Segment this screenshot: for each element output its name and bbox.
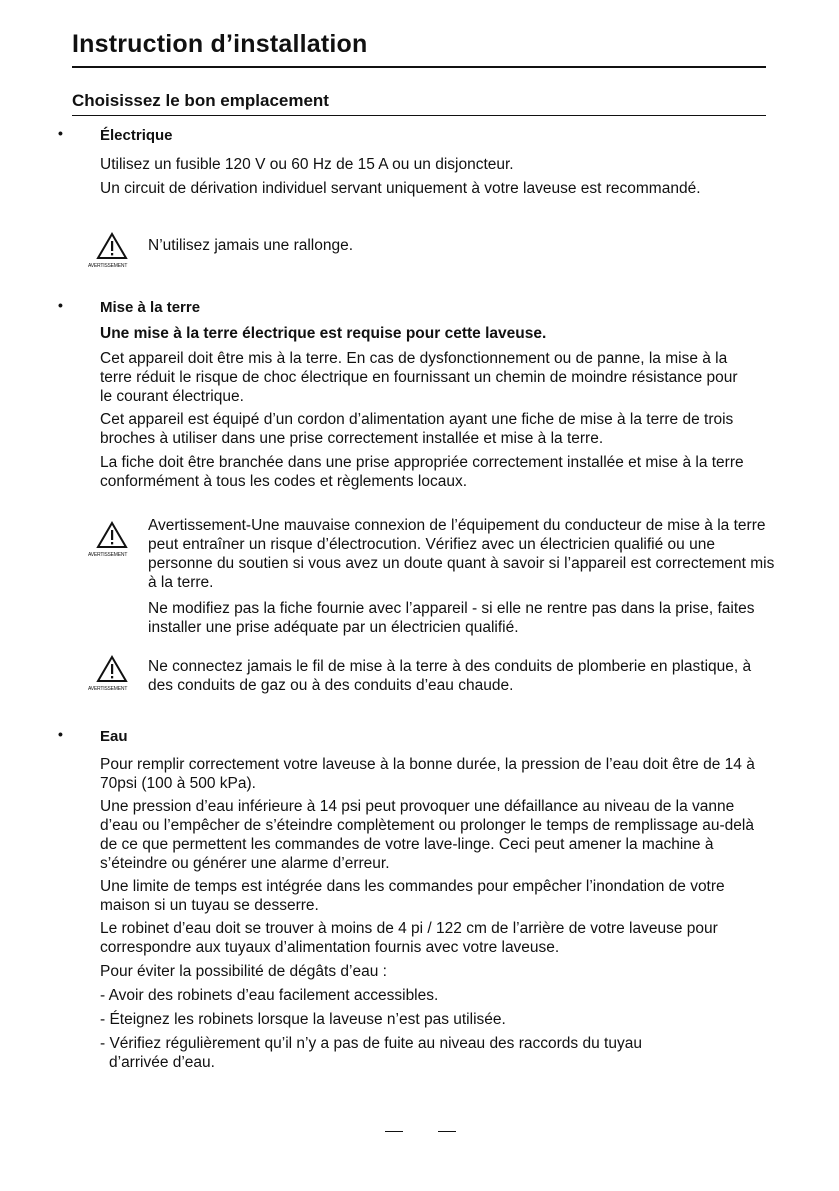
eau-list-item-2: - Éteignez les robinets lorsque la laveuse n’est pas utilisée. bbox=[100, 1011, 506, 1028]
eau-list-item-3: - Vérifiez régulièrement qu’il n’y a pas de fuite au niveau des raccords du tuyau bbox=[100, 1035, 642, 1052]
terre-p1: Cet appareil doit être mis à la terre. En cas de dysfonctionnement ou de panne, la mise à la terre réduit le risque de choc électrique en fournissant un chemin de moindre résistance pour le courant électrique. bbox=[100, 350, 738, 405]
eau-list-item-1: - Avoir des robinets d’eau facilement accessibles. bbox=[100, 987, 439, 1004]
bullet-eau: • bbox=[58, 726, 63, 742]
page-number-mark-left bbox=[385, 1131, 403, 1132]
warning-label: AVERTISSEMENT bbox=[88, 263, 128, 269]
eau-list-item-3-cont: d’arrivée d’eau. bbox=[109, 1054, 215, 1071]
eau-p2: Une pression d’eau inférieure à 14 psi peut provoquer une défaillance au niveau de la vanne d’eau ou l’empêcher de s’éteindre complètement ou prolonger le temps de remplissage au-delà de ce que permettent les commandes de votre lave-linge. Ceci peut amener la machine à s’éteindre ou générer une alarme d’erreur. bbox=[100, 798, 754, 872]
page-title: Instruction d’installation bbox=[72, 30, 368, 58]
warning-triangle-icon bbox=[96, 232, 128, 260]
warning-electrique bbox=[88, 232, 136, 276]
heading-terre: Mise à la terre bbox=[100, 299, 201, 316]
terre-p2: Cet appareil est équipé d’un cordon d’alimentation ayant une fiche de mise à la terre de trois broches à utiliser dans une prise correctement installée et mise à la terre. bbox=[100, 411, 734, 447]
warning-label: AVERTISSEMENT bbox=[88, 686, 128, 692]
warning-terre-2 bbox=[88, 655, 136, 699]
section-title: Choisissez le bon emplacement bbox=[72, 91, 329, 110]
heading-electrique: Électrique bbox=[100, 127, 173, 144]
warning-triangle-icon bbox=[96, 655, 128, 683]
warning-terre-text: Avertissement-Une mauvaise connexion de l’équipement du conducteur de mise à la terre peut entraîner un risque d’électrocution. Vérifiez avec un électricien qualifié ou une personne du soutien si vous avez un doute quant à savoir si l’appareil est correctement mis à la terre. bbox=[148, 517, 775, 591]
electrique-circuit-text: Un circuit de dérivation individuel servant uniquement à votre laveuse est recommandé. bbox=[100, 180, 701, 197]
warning-label: AVERTISSEMENT bbox=[88, 552, 128, 558]
eau-p4: Le robinet d’eau doit se trouver à moins de 4 pi / 122 cm de l’arrière de votre laveuse pour correspondre aux tuyaux d’alimentation fournis avec votre laveuse. bbox=[100, 920, 718, 956]
heading-eau: Eau bbox=[100, 728, 128, 745]
warning-text: N’utilisez jamais une rallonge. bbox=[148, 237, 354, 254]
terre-p3: La fiche doit être branchée dans une prise appropriée correctement installée et mise à la terre conformément à tous les codes et règlements locaux. bbox=[100, 454, 744, 490]
title-divider bbox=[72, 66, 766, 68]
electrique-fuse-text: Utilisez un fusible 120 V ou 60 Hz de 15 A ou un disjoncteur. bbox=[100, 156, 514, 173]
warning-triangle-icon bbox=[96, 521, 128, 549]
bullet-terre: • bbox=[58, 297, 63, 313]
eau-p3: Une limite de temps est intégrée dans les commandes pour empêcher l’inondation de votre maison si un tuyau se desserre. bbox=[100, 878, 725, 914]
page-number-mark-right bbox=[438, 1131, 456, 1132]
bullet-electrique: • bbox=[58, 125, 63, 141]
warning-terre-text-2: Ne modifiez pas la fiche fournie avec l’appareil - si elle ne rentre pas dans la prise, faites installer une prise adéquate par un électricien qualifié. bbox=[148, 600, 755, 636]
section-divider bbox=[72, 115, 766, 116]
warning-terre-1 bbox=[88, 521, 136, 565]
terre-lead-text: Une mise à la terre électrique est requise pour cette laveuse. bbox=[100, 325, 547, 342]
warning-plumbing-text: Ne connectez jamais le fil de mise à la terre à des conduits de plomberie en plastique, à des conduits de gaz ou à des conduits d’eau chaude. bbox=[148, 658, 752, 694]
eau-p1: Pour remplir correctement votre laveuse à la bonne durée, la pression de l’eau doit être de 14 à 70psi (100 à 500 kPa). bbox=[100, 756, 755, 792]
eau-p5: Pour éviter la possibilité de dégâts d’eau : bbox=[100, 963, 387, 980]
